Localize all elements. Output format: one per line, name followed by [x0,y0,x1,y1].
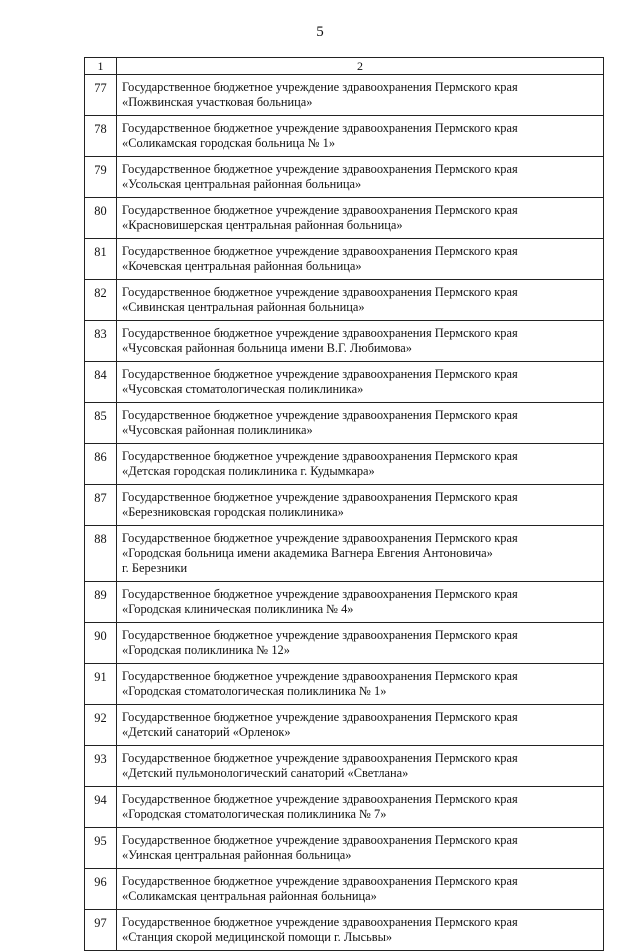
row-number: 90 [85,623,117,664]
institution-name-cell [117,623,604,664]
institution-name-cell [117,157,604,198]
table-row [85,444,604,485]
table-row [85,280,604,321]
institution-name-cell [117,869,604,910]
table-row [85,664,604,705]
table-row [85,705,604,746]
row-number: 81 [85,239,117,280]
institution-name-line: Государственное бюджетное учреждение здравоохранения Пермского края [122,121,518,135]
institution-name-line: «Городская поликлиника № 12» [122,643,290,657]
institution-name-line: «Чусовская районная поликлиника» [122,423,313,437]
institution-name-line: Государственное бюджетное учреждение здравоохранения Пермского края [122,162,518,176]
row-number: 80 [85,198,117,239]
institution-name-line: «Детская городская поликлиника г. Кудымкара» [122,464,375,478]
institution-name-line: «Детский пульмонологический санаторий «Светлана» [122,766,409,780]
institution-name-line: Государственное бюджетное учреждение здравоохранения Пермского края [122,833,518,847]
institution-name-cell [117,664,604,705]
institution-name-line: «Городская клиническая поликлиника № 4» [122,602,354,616]
table-row [85,582,604,623]
institution-name-line: Государственное бюджетное учреждение здравоохранения Пермского края [122,285,518,299]
institution-name-line: Государственное бюджетное учреждение здравоохранения Пермского края [122,587,518,601]
institution-name-cell [117,485,604,526]
institution-name-cell [117,280,604,321]
institutions-table [84,57,604,951]
table-row [85,526,604,582]
table-row [85,198,604,239]
row-number: 84 [85,362,117,403]
row-number: 97 [85,910,117,951]
row-number: 77 [85,75,117,116]
institution-name-cell [117,362,604,403]
institution-name-line: Государственное бюджетное учреждение здравоохранения Пермского края [122,628,518,642]
institution-name-line: «Детский санаторий «Орленок» [122,725,291,739]
institution-name-cell [117,526,604,582]
table-header-row [85,58,604,75]
row-number: 95 [85,828,117,869]
institution-name-line: «Станция скорой медицинской помощи г. Лысьвы» [122,930,393,944]
institution-name-line: Государственное бюджетное учреждение здравоохранения Пермского края [122,751,518,765]
table-row [85,239,604,280]
institution-name-line: Государственное бюджетное учреждение здравоохранения Пермского края [122,669,518,683]
institution-name-line: «Кочевская центральная районная больница» [122,259,362,273]
table-body [85,75,604,951]
institution-name-line: «Сивинская центральная районная больница» [122,300,365,314]
institution-name-line: Государственное бюджетное учреждение здравоохранения Пермского края [122,449,518,463]
row-number: 93 [85,746,117,787]
institution-name-line: Государственное бюджетное учреждение здравоохранения Пермского края [122,710,518,724]
row-number: 88 [85,526,117,582]
column-header-name: 2 [117,58,604,75]
row-number: 96 [85,869,117,910]
institution-name-line: Государственное бюджетное учреждение здравоохранения Пермского края [122,80,518,94]
row-number: 83 [85,321,117,362]
institution-name-line: «Городская стоматологическая поликлиника № 7» [122,807,387,821]
institution-name-cell [117,239,604,280]
institution-name-cell [117,582,604,623]
column-header-number: 1 [85,58,117,75]
institution-name-line: «Городская стоматологическая поликлиника № 1» [122,684,387,698]
table-row [85,485,604,526]
institution-name-line: «Соликамская центральная районная больница» [122,889,377,903]
row-number: 94 [85,787,117,828]
row-number: 79 [85,157,117,198]
institution-name-cell [117,910,604,951]
institution-name-line: Государственное бюджетное учреждение здравоохранения Пермского края [122,203,518,217]
institution-name-line: Государственное бюджетное учреждение здравоохранения Пермского края [122,408,518,422]
institution-name-cell [117,116,604,157]
table-row [85,321,604,362]
institution-name-line: Государственное бюджетное учреждение здравоохранения Пермского края [122,531,518,545]
row-number: 87 [85,485,117,526]
institution-name-cell [117,198,604,239]
table-row [85,75,604,116]
page-number: 5 [316,24,324,40]
row-number: 92 [85,705,117,746]
table-row [85,910,604,951]
institution-name-line: «Усольская центральная районная больница» [122,177,362,191]
institution-name-cell [117,75,604,116]
row-number: 91 [85,664,117,705]
institution-name-line: «Чусовская районная больница имени В.Г. Любимова» [122,341,412,355]
institution-name-line: «Уинская центральная районная больница» [122,848,352,862]
row-number: 85 [85,403,117,444]
institution-name-line: Государственное бюджетное учреждение здравоохранения Пермского края [122,326,518,340]
institution-name-cell [117,746,604,787]
institution-name-cell [117,828,604,869]
table-row [85,746,604,787]
institution-name-line: «Красновишерская центральная районная больница» [122,218,403,232]
institution-name-cell [117,321,604,362]
institution-name-line: «Пожвинская участковая больница» [122,95,313,109]
institution-name-cell [117,444,604,485]
institution-name-line: «Соликамская городская больница № 1» [122,136,336,150]
institution-name-line: Государственное бюджетное учреждение здравоохранения Пермского края [122,874,518,888]
institution-name-line: Государственное бюджетное учреждение здравоохранения Пермского края [122,915,518,929]
institution-name-line: Государственное бюджетное учреждение здравоохранения Пермского края [122,367,518,381]
institution-name-cell [117,403,604,444]
table-row [85,869,604,910]
institution-name-line: г. Березники [122,561,188,575]
table-row [85,362,604,403]
institution-name-line: Государственное бюджетное учреждение здравоохранения Пермского края [122,244,518,258]
institution-name-cell [117,787,604,828]
row-number: 78 [85,116,117,157]
row-number: 86 [85,444,117,485]
institution-name-line: Государственное бюджетное учреждение здравоохранения Пермского края [122,792,518,806]
institution-name-line: «Городская больница имени академика Вагнера Евгения Антоновича» [122,546,493,560]
table-row [85,828,604,869]
table-row [85,403,604,444]
table-row [85,157,604,198]
institution-name-cell [117,705,604,746]
row-number: 89 [85,582,117,623]
table-row [85,623,604,664]
institution-name-line: Государственное бюджетное учреждение здравоохранения Пермского края [122,490,518,504]
table-row [85,116,604,157]
table-row [85,787,604,828]
institution-name-line: «Березниковская городская поликлиника» [122,505,344,519]
row-number: 82 [85,280,117,321]
institution-name-line: «Чусовская стоматологическая поликлиника» [122,382,364,396]
